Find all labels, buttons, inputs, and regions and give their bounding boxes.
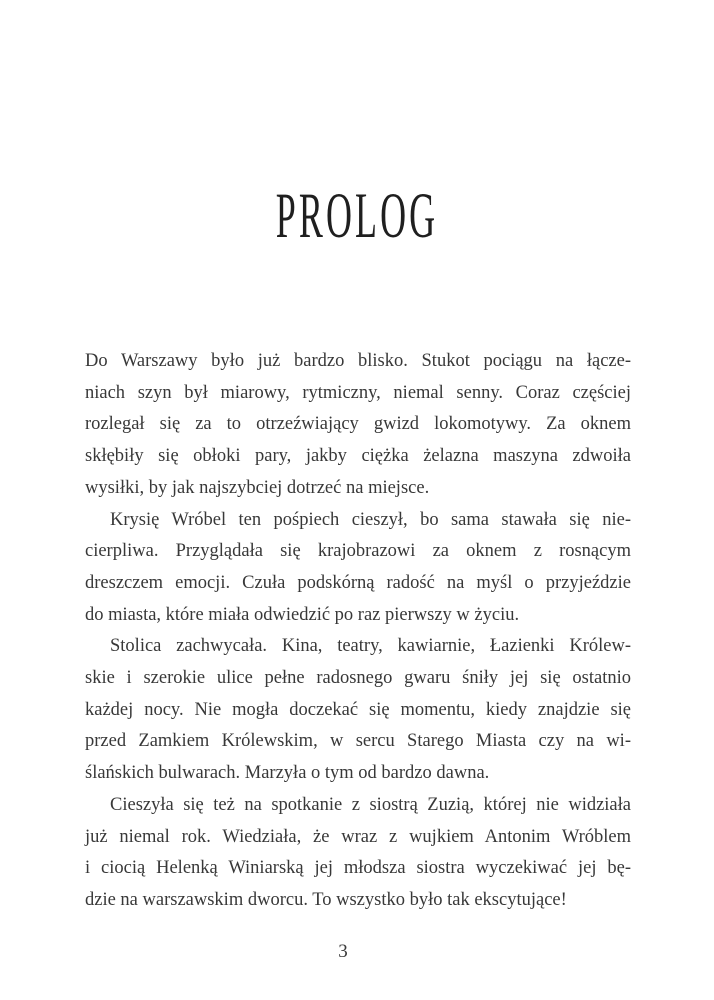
text-line: cierpliwa. Przyglądała się krajobrazowi za oknem z rosnącym [85,541,631,562]
text-line: ślańskich bulwarach. Marzyła o tym od bardzo dawna. [85,763,490,784]
text-line: dreszczem emocji. Czuła podskórną radość na myśl o przyjeździe [85,572,631,593]
paragraph [85,790,631,917]
body-text [85,346,631,917]
text-line: do miasta, które miała odwiedzić po raz pierwszy w życiu. [85,604,520,625]
page-number: 3 [338,941,348,962]
paragraph [85,346,631,505]
text-line: przed Zamkiem Królewskim, w sercu Starego Miasta czy na wi- [85,731,631,752]
text-line: niach szyn był miarowy, rytmiczny, niemal senny. Coraz częściej [85,382,631,403]
paragraph [85,505,631,632]
text-line: Krysię Wróbel ten pośpiech cieszył, bo sama stawała się nie- [110,509,631,530]
text-line: Cieszyła się też na spotkanie z siostrą Zuzią, której nie widziała [110,794,631,815]
text-line: skłębiły się obłoki pary, jakby ciężka żelazna maszyna zdwoiła [85,446,631,467]
chapter-title [0,178,714,252]
text-line: każdej nocy. Nie mogła doczekać się momentu, kiedy znajdzie się [85,699,631,720]
text-line: rozlegał się za to otrzeźwiający gwizd lokomotywy. Za oknem [85,414,631,435]
text-line: dzie na warszawskim dworcu. To wszystko było tak ekscytujące! [85,889,567,910]
text-line: Do Warszawy było już bardzo blisko. Stukot pociągu na łącze- [85,351,631,371]
text-line: już niemal rok. Wiedziała, że wraz z wujkiem Antonim Wróblem [85,826,631,847]
text-line: Stolica zachwycała. Kina, teatry, kawiarnie, Łazienki Królew- [110,636,631,657]
chapter-title-text: PROLOG [275,178,439,252]
text-line: i ciocią Helenką Winiarską jej młodsza siostra wyczekiwać jej bę- [85,858,631,879]
text-line: skie i szerokie ulice pełne radosnego gwaru śniły jej się ostatnio [85,668,631,689]
text-line: wysiłki, by jak najszybciej dotrzeć na miejsce. [85,477,430,498]
paragraph [85,631,631,790]
